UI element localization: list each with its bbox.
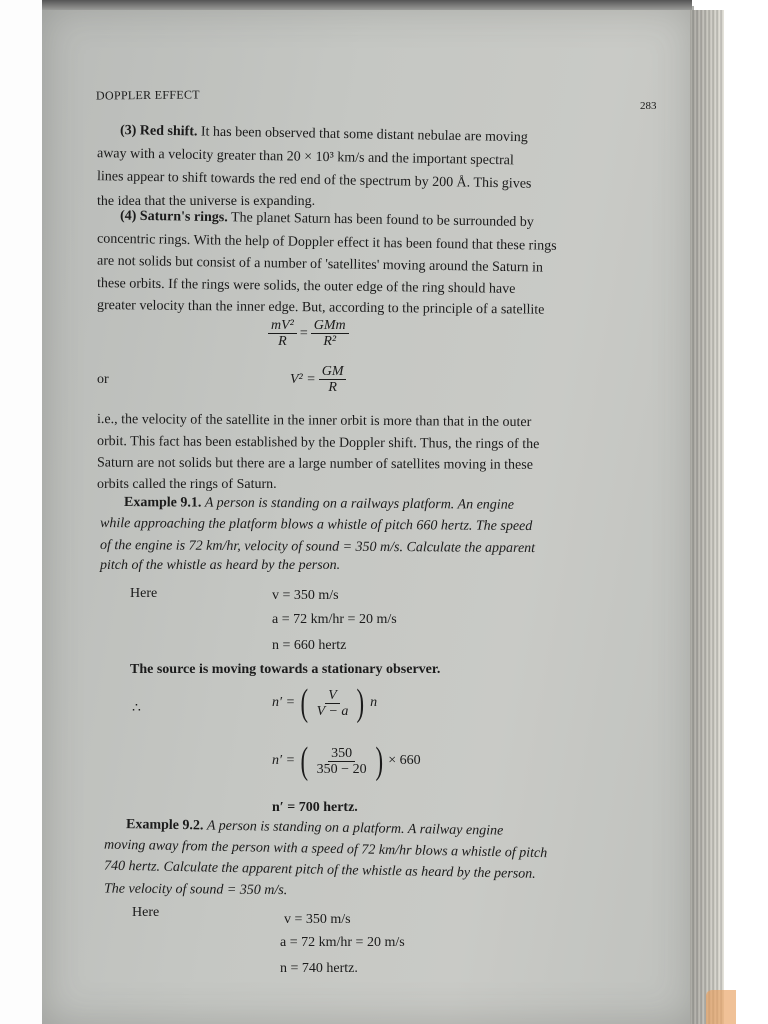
formula-2-numerator: 350 (328, 746, 355, 762)
example-9-2-label: Example 9.2. (125, 817, 204, 834)
formula-2-tail: × 660 (388, 753, 421, 768)
eq1-rhs-numerator: GMm (311, 318, 349, 334)
red-shift-text-1: It has been observed that some distant nebulae are moving (200, 124, 528, 146)
red-shift-line-1 (120, 123, 685, 149)
formula-1-tail: n (370, 695, 378, 710)
eq1-rhs-fraction (311, 318, 349, 349)
running-header: DOPPLER EFFECT (95, 87, 200, 103)
left-paren: ( (300, 682, 309, 724)
example-9-1-line-2: while approaching the platform blows a whistle of pitch 660 hertz. The speed (99, 516, 533, 535)
formula-1-lhs: n′ = (272, 695, 296, 710)
left-paren: ( (300, 740, 309, 782)
example-9-1-line-1 (124, 495, 689, 515)
example-9-1-text-1: A person is standing on a railways platform. An engine (204, 495, 514, 513)
right-paren: ) (375, 740, 383, 782)
formula-2-denominator: 350 − 20 (316, 761, 367, 777)
right-paren: ) (356, 682, 365, 724)
example-9-1-line-3: of the engine is 72 km/hr, velocity of sound = 350 m/s. Calculate the apparent (99, 538, 536, 557)
example-9-1-here: Here (130, 586, 158, 601)
conclusion-line-1: i.e., the velocity of the satellite in the inner orbit is more than that in the outer (96, 412, 532, 431)
velocity-equation (290, 364, 346, 395)
example-9-1-given-3: n = 660 hertz (272, 638, 347, 653)
eq1-equals: = (299, 325, 308, 341)
saturn-line-1 (120, 209, 685, 234)
example-9-2-line-3: 740 hertz. Calculate the apparent pitch of the whistle as heard by the person. (103, 858, 536, 882)
eq1-lhs-numerator: mV² (268, 318, 297, 334)
example-9-1-result: n′ = 700 hertz. (272, 800, 358, 815)
eq2-rhs-numerator: GM (319, 364, 347, 380)
therefore-symbol: ∴ (132, 701, 141, 716)
example-9-1-given-1: v = 350 m/s (272, 588, 339, 603)
satellite-equation (268, 318, 349, 349)
eq2-rhs-denominator: R (328, 380, 337, 395)
conclusion-line-2: orbit. This fact has been established by the Doppler shift. Thus, the rings of the (96, 434, 540, 453)
saturn-text-1: The planet Saturn has been found to be surrounded by (230, 210, 534, 231)
saturn-line-2: concentric rings. With the help of Doppler effect it has been found that these rings (96, 231, 557, 254)
saturn-line-5: greater velocity than the inner edge. But, according to the principle of a satellite (96, 298, 545, 318)
conclusion-line-4: orbits called the rings of Saturn. (97, 477, 277, 492)
example-9-2-line-4: The velocity of sound = 350 m/s. (103, 881, 288, 899)
apparent-pitch-formula (272, 684, 377, 722)
eq1-lhs-fraction (268, 318, 297, 349)
example-9-2-given-2: a = 72 km/hr = 20 m/s (280, 935, 405, 950)
example-9-2-text-1: A person is standing on a platform. A railway engine (206, 818, 504, 839)
eq2-rhs-fraction (319, 364, 347, 395)
formula-2-fraction (314, 746, 370, 777)
example-9-1-given-2: a = 72 km/hr = 20 m/s (272, 612, 397, 627)
saturn-line-3: are not solids but consist of a number of 'satellites' moving around the Saturn in (96, 253, 544, 276)
formula-1-denominator: V − a (316, 703, 349, 719)
example-9-2-given-3: n = 740 hertz. (280, 961, 358, 976)
red-shift-heading: (3) Red shift. (119, 123, 198, 140)
eq1-lhs-denominator: R (278, 334, 287, 349)
apparent-pitch-substitution (272, 742, 421, 780)
example-9-1-label: Example 9.1. (123, 495, 202, 511)
example-9-1-line-4: pitch of the whistle as heard by the person. (100, 558, 341, 573)
example-9-2-line-2: moving away from the person with a speed of 72 km/hr blows a whistle of pitch (103, 837, 548, 862)
conclusion-line-3: Saturn are not solids but there are a large number of satellites moving in these (96, 455, 534, 473)
saturn-line-4: these orbits. If the rings were solids, the outer edge of the ring should have (96, 276, 516, 297)
example-9-1-statement: The source is moving towards a stationary observer. (130, 662, 441, 677)
saturn-heading: (4) Saturn's rings. (119, 208, 228, 226)
red-shift-line-3: lines appear to shift towards the red end of the spectrum by 200 Å. This gives (96, 169, 532, 192)
eq2-lhs: V² = (290, 371, 316, 387)
formula-1-numerator: V (325, 688, 340, 704)
formula-1-fraction (314, 688, 352, 719)
page-number: 283 (640, 100, 657, 112)
or-label: or (97, 372, 109, 387)
example-9-2-given-1: v = 350 m/s (284, 912, 351, 927)
example-9-2-here: Here (132, 905, 160, 920)
red-shift-line-4: the idea that the universe is expanding. (97, 194, 316, 209)
eq1-rhs-denominator: R² (323, 334, 337, 349)
formula-2-lhs: n′ = (272, 753, 296, 768)
red-shift-line-2: away with a velocity greater than 20 × 10³ km/s and the important spectral (96, 146, 514, 169)
